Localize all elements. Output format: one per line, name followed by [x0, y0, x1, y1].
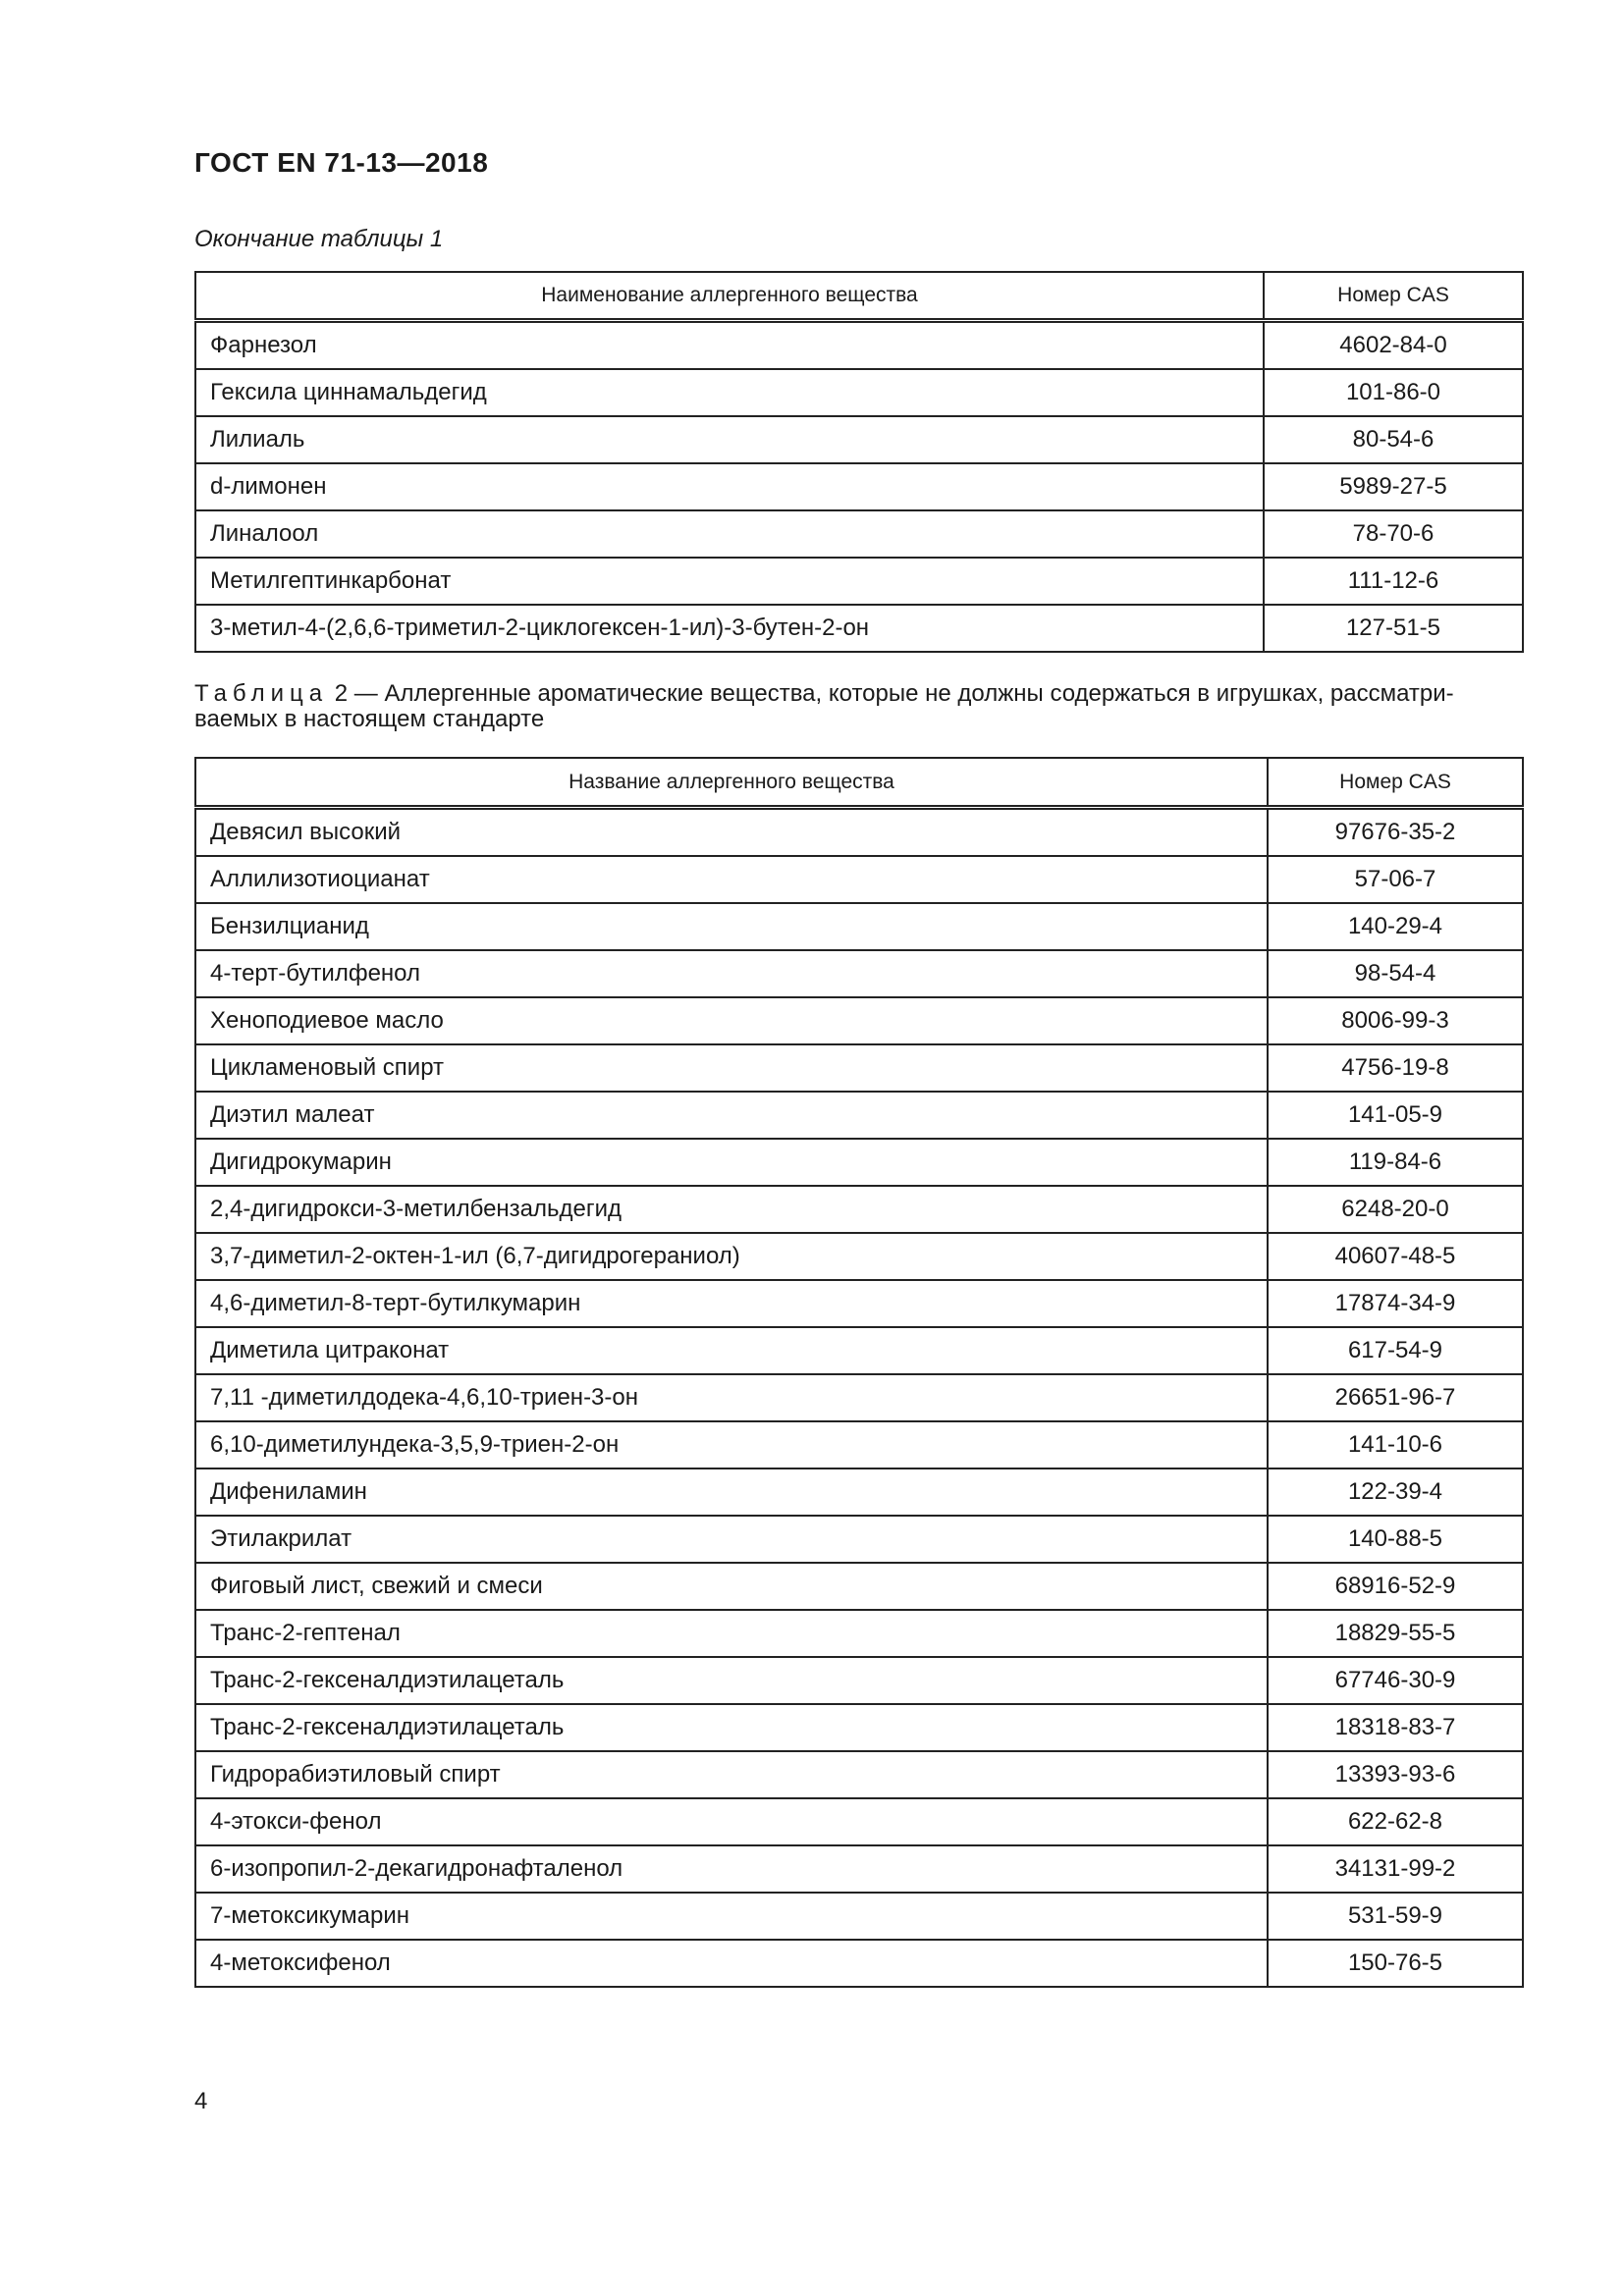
table1	[194, 271, 1524, 653]
table-row	[195, 1845, 1523, 1893]
table-row	[195, 558, 1523, 605]
column-header-substance: Название аллергенного вещества	[195, 758, 1268, 808]
table-row	[195, 1704, 1523, 1751]
table-row	[195, 903, 1523, 950]
substance-name-cell: Транс-2-гексеналдиэтилацеталь	[195, 1704, 1268, 1751]
table-header-row	[195, 758, 1523, 808]
substance-name-cell: Дигидрокумарин	[195, 1139, 1268, 1186]
substance-name-cell: 4,6-диметил-8-терт-бутилкумарин	[195, 1280, 1268, 1327]
column-header-cas: Номер CAS	[1268, 758, 1523, 808]
substance-name-cell: Диэтил малеат	[195, 1092, 1268, 1139]
table-row	[195, 1092, 1523, 1139]
cas-number-cell: 34131-99-2	[1268, 1845, 1523, 1893]
table-row	[195, 997, 1523, 1044]
table2-caption-label: Таблица	[194, 680, 329, 707]
cas-number-cell: 26651-96-7	[1268, 1374, 1523, 1421]
substance-name-cell: 7,11 -диметилдодека-4,6,10-триен-3-он	[195, 1374, 1268, 1421]
substance-name-cell: 4-метоксифенол	[195, 1940, 1268, 1987]
substance-name-cell: Диметила цитраконат	[195, 1327, 1268, 1374]
cas-number-cell: 122-39-4	[1268, 1468, 1523, 1516]
table2	[194, 757, 1524, 1988]
substance-name-cell: Гексила циннамальдегид	[195, 369, 1264, 416]
table2-caption	[194, 681, 1522, 732]
table-row	[195, 1516, 1523, 1563]
table-row	[195, 1751, 1523, 1798]
table-row	[195, 1186, 1523, 1233]
table1-caption: Окончание таблицы 1	[194, 226, 444, 252]
substance-name-cell: 4-терт-бутилфенол	[195, 950, 1268, 997]
document-code: ГОСТ EN 71-13—2018	[194, 147, 489, 178]
table-row	[195, 1139, 1523, 1186]
table-row	[195, 416, 1523, 463]
table-row	[195, 1563, 1523, 1610]
substance-name-cell: Хеноподиевое масло	[195, 997, 1268, 1044]
table-row	[195, 1893, 1523, 1940]
substance-name-cell: Гидрорабиэтиловый спирт	[195, 1751, 1268, 1798]
table-row	[195, 1280, 1523, 1327]
cas-number-cell: 40607-48-5	[1268, 1233, 1523, 1280]
cas-number-cell: 5989-27-5	[1264, 463, 1523, 510]
cas-number-cell: 97676-35-2	[1268, 808, 1523, 857]
table-row	[195, 1374, 1523, 1421]
table-row	[195, 463, 1523, 510]
table-row	[195, 369, 1523, 416]
substance-name-cell: Лилиаль	[195, 416, 1264, 463]
cas-number-cell: 80-54-6	[1264, 416, 1523, 463]
cas-number-cell: 531-59-9	[1268, 1893, 1523, 1940]
table-row	[195, 1798, 1523, 1845]
table-row	[195, 808, 1523, 857]
cas-number-cell: 8006-99-3	[1268, 997, 1523, 1044]
table-row	[195, 1657, 1523, 1704]
table-row	[195, 1044, 1523, 1092]
cas-number-cell: 4756-19-8	[1268, 1044, 1523, 1092]
cas-number-cell: 4602-84-0	[1264, 321, 1523, 370]
cas-number-cell: 18829-55-5	[1268, 1610, 1523, 1657]
table-row	[195, 1421, 1523, 1468]
table-row	[195, 856, 1523, 903]
table-row	[195, 605, 1523, 652]
substance-name-cell: 7-метоксикумарин	[195, 1893, 1268, 1940]
table-row	[195, 1233, 1523, 1280]
substance-name-cell: d-лимонен	[195, 463, 1264, 510]
substance-name-cell: Транс-2-гексеналдиэтилацеталь	[195, 1657, 1268, 1704]
substance-name-cell: Аллилизотиоцианат	[195, 856, 1268, 903]
cas-number-cell: 111-12-6	[1264, 558, 1523, 605]
substance-name-cell: 3-метил-4-(2,6,6-триметил-2-циклогексен-1-ил)-3-бутен-2-он	[195, 605, 1264, 652]
table-row	[195, 321, 1523, 370]
cas-number-cell: 140-29-4	[1268, 903, 1523, 950]
cas-number-cell: 617-54-9	[1268, 1327, 1523, 1374]
cas-number-cell: 98-54-4	[1268, 950, 1523, 997]
column-header-substance: Наименование аллергенного вещества	[195, 272, 1264, 321]
table-row	[195, 1468, 1523, 1516]
cas-number-cell: 101-86-0	[1264, 369, 1523, 416]
cas-number-cell: 141-10-6	[1268, 1421, 1523, 1468]
cas-number-cell: 622-62-8	[1268, 1798, 1523, 1845]
substance-name-cell: Бензилцианид	[195, 903, 1268, 950]
cas-number-cell: 140-88-5	[1268, 1516, 1523, 1563]
substance-name-cell: 6,10-диметилундека-3,5,9-триен-2-он	[195, 1421, 1268, 1468]
cas-number-cell: 6248-20-0	[1268, 1186, 1523, 1233]
table-row	[195, 1940, 1523, 1987]
cas-number-cell: 17874-34-9	[1268, 1280, 1523, 1327]
cas-number-cell: 57-06-7	[1268, 856, 1523, 903]
table-row	[195, 510, 1523, 558]
column-header-cas: Номер CAS	[1264, 272, 1523, 321]
substance-name-cell: Дифениламин	[195, 1468, 1268, 1516]
table-row	[195, 950, 1523, 997]
substance-name-cell: Этилакрилат	[195, 1516, 1268, 1563]
cas-number-cell: 67746-30-9	[1268, 1657, 1523, 1704]
cas-number-cell: 150-76-5	[1268, 1940, 1523, 1987]
cas-number-cell: 68916-52-9	[1268, 1563, 1523, 1610]
table-row	[195, 1610, 1523, 1657]
cas-number-cell: 141-05-9	[1268, 1092, 1523, 1139]
substance-name-cell: Фарнезол	[195, 321, 1264, 370]
substance-name-cell: 2,4-дигидрокси-3-метилбензальдегид	[195, 1186, 1268, 1233]
substance-name-cell: Транс-2-гептенал	[195, 1610, 1268, 1657]
cas-number-cell: 13393-93-6	[1268, 1751, 1523, 1798]
cas-number-cell: 119-84-6	[1268, 1139, 1523, 1186]
table-header-row	[195, 272, 1523, 321]
cas-number-cell: 78-70-6	[1264, 510, 1523, 558]
substance-name-cell: Линалоол	[195, 510, 1264, 558]
substance-name-cell: 3,7-диметил-2-октен-1-ил (6,7-дигидрогераниол)	[195, 1233, 1268, 1280]
cas-number-cell: 127-51-5	[1264, 605, 1523, 652]
substance-name-cell: Метилгептинкарбонат	[195, 558, 1264, 605]
substance-name-cell: 4-этокси-фенол	[195, 1798, 1268, 1845]
page-number: 4	[194, 2088, 208, 2114]
table2-caption-text: 2 — Аллергенные ароматические вещества, которые не должны содержаться в игрушках, рассматри-ваемых в настоящем стандарте	[194, 680, 1454, 732]
substance-name-cell: Девясил высокий	[195, 808, 1268, 857]
table-row	[195, 1327, 1523, 1374]
substance-name-cell: Цикламеновый спирт	[195, 1044, 1268, 1092]
cas-number-cell: 18318-83-7	[1268, 1704, 1523, 1751]
substance-name-cell: 6-изопропил-2-декагидронафталенол	[195, 1845, 1268, 1893]
substance-name-cell: Фиговый лист, свежий и смеси	[195, 1563, 1268, 1610]
